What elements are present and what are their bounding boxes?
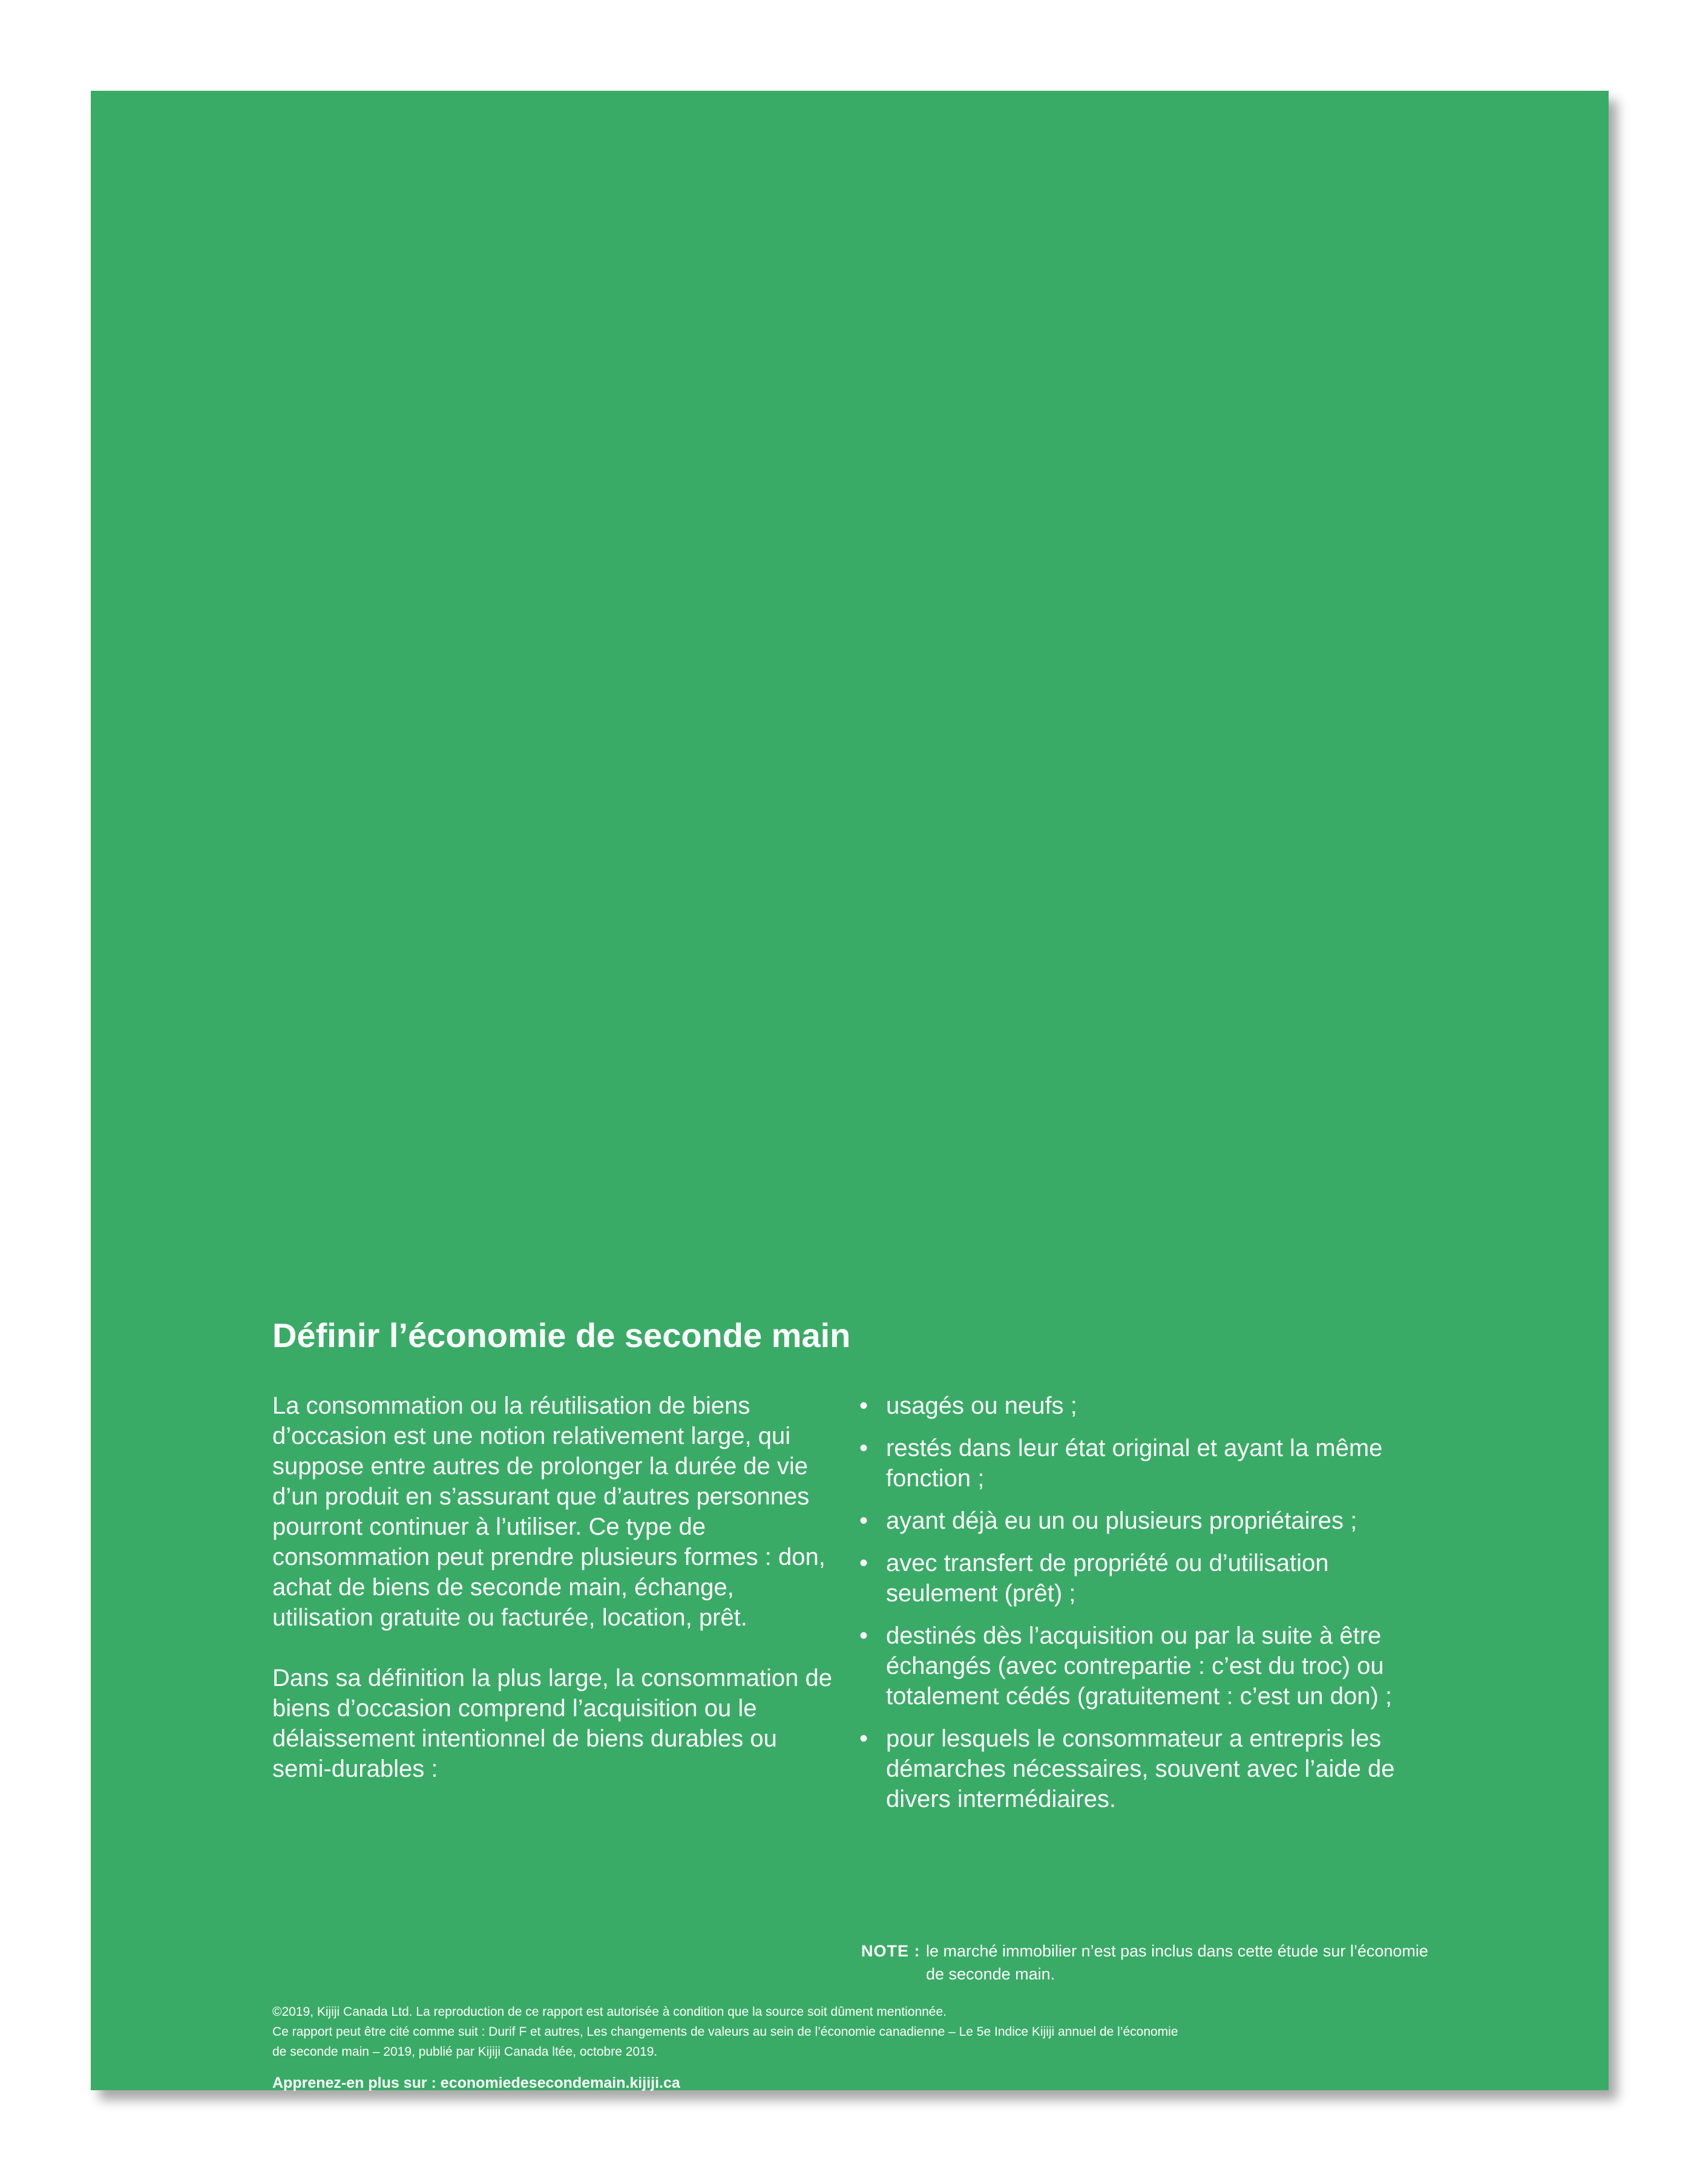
note-label: NOTE : (861, 1942, 921, 1960)
list-item-text: usagés ou neufs ; (886, 1392, 1077, 1419)
list-item (859, 1506, 1434, 1536)
list-item (859, 1391, 1434, 1421)
legal-line: de seconde main – 2019, publié par Kijiji Canada ltée, octobre 2019. (272, 2045, 658, 2059)
list-item (859, 1621, 1434, 1711)
report-back-cover (91, 91, 1609, 2090)
criteria-list (859, 1391, 1434, 1814)
bullet-icon: • (859, 1622, 868, 1649)
definition-paragraph: Dans sa définition la plus large, la consommation de biens d’occasion comprend l’acquisition ou le délaissement intentionnel de biens durables ou semi-durables : (272, 1665, 832, 1782)
list-item (859, 1723, 1434, 1814)
criteria-column (859, 1391, 1434, 1826)
list-item-text: pour lesquels le consommateur a entrepris les démarches nécessaires, souvent avec l’aide de divers intermédiaires. (886, 1725, 1395, 1812)
bullet-icon: • (859, 1725, 868, 1752)
definition-column (272, 1391, 835, 1784)
note-block (861, 1940, 1436, 1986)
learn-more-link[interactable]: Apprenez-en plus sur : economiedesecondemain.kijiji.ca (272, 2074, 680, 2091)
bullet-icon: • (859, 1435, 868, 1461)
list-item (859, 1433, 1434, 1494)
legal-line: Ce rapport peut être cité comme suit : Durif F et autres, Les changements de valeurs au sein de l’économie canadienne – Le 5e Indice Kijiji annuel de l’économie (272, 2025, 1178, 2039)
list-item-text: ayant déjà eu un ou plusieurs propriétaires ; (886, 1507, 1357, 1534)
legal-line: ©2019, Kijiji Canada Ltd. La reproduction de ce rapport est autorisée à condition que la source soit dûment mentionnée. (272, 2005, 947, 2019)
list-item-text: destinés dès l’acquisition ou par la suite à être échangés (avec contrepartie : c’est du troc) ou totalement cédés (gratuitement : c’est un don) ; (886, 1622, 1392, 1710)
bullet-icon: • (859, 1392, 868, 1419)
section-title: Définir l’économie de seconde main (272, 1316, 851, 1354)
definition-paragraph: La consommation ou la réutilisation de biens d’occasion est une notion relativement large, qui suppose entre autres de prolonger la durée de vie d’un produit en s’assurant que d’autres personnes pourront continuer à l’utiliser. Ce type de consommation peut prendre plusieurs formes : don, achat de biens de seconde main, échange, utilisation gratuite ou facturée, location, prêt. (272, 1392, 825, 1631)
list-item (859, 1548, 1434, 1608)
legal-notice (272, 2002, 1422, 2062)
list-item-text: avec transfert de propriété ou d’utilisation seulement (prêt) ; (886, 1550, 1329, 1607)
bullet-icon: • (859, 1507, 868, 1534)
bullet-icon: • (859, 1550, 868, 1576)
list-item-text: restés dans leur état original et ayant la même fonction ; (886, 1435, 1383, 1492)
note-text: le marché immobilier n’est pas inclus dans cette étude sur l’économie de seconde main. (926, 1942, 1428, 1983)
